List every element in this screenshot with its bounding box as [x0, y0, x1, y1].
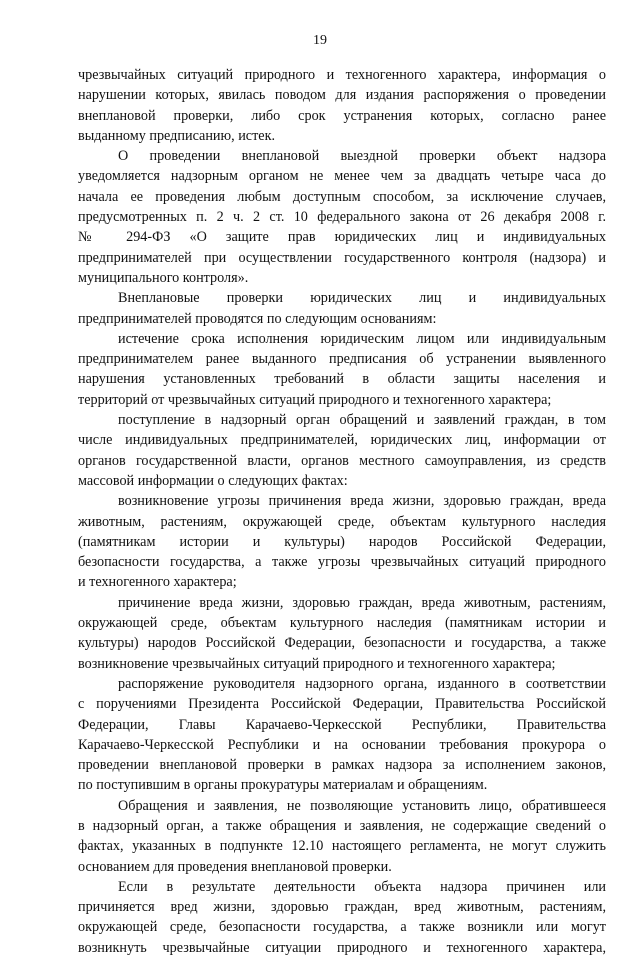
text-line: уведомляется надзорным органом не менее чем за двадцать четыре часа до	[78, 168, 606, 185]
text-line: причинение вреда жизни, здоровью граждан, вреда животным, растениям,	[118, 594, 606, 611]
text-line: Внеплановые проверки юридических лиц и индивидуальных	[118, 290, 606, 307]
text-line: фактах, указанных в подпункте 12.10 настоящего регламента, не могут служить	[78, 838, 606, 855]
text-line: чрезвычайных ситуаций природного и техногенного характера, информация о	[78, 67, 606, 83]
text-line: предпринимателей при осуществлении государственного контроля (надзора) и	[78, 249, 606, 266]
text-line: Если в результате деятельности объекта надзора причинен или	[118, 878, 606, 895]
text-line: в надзорный орган, а также обращения и заявления, не содержащие сведений о	[78, 817, 606, 834]
text-line: органов государственной власти, органов местного самоуправления, из средств	[78, 452, 606, 469]
text-line: числе индивидуальных предпринимателей, юридических лиц, информации от	[78, 432, 606, 449]
text-line: нарушении которых, явилась поводом для издания распоряжения о проведении	[78, 87, 606, 104]
text-line: возникнуть чрезвычайные ситуации природного и техногенного характера,	[78, 939, 606, 956]
text-line: выданному предписанию, истек.	[78, 127, 276, 144]
text-line: Обращения и заявления, не позволяющие установить лицо, обратившееся	[118, 797, 606, 814]
text-line: предпринимателем ранее выданного предписания об устранении выявленного	[78, 351, 606, 368]
text-line: по поступившим в органы прокуратуры материалам и обращениям.	[78, 777, 488, 794]
text-line: возникновение чрезвычайных ситуаций природного и техногенного характера;	[78, 655, 556, 672]
text-line: окружающей среде, объектам культурного наследия (памятникам истории и	[78, 615, 606, 632]
page-number: 19	[313, 33, 327, 48]
text-line: животным, растениям, окружающей среде, объектам культурного наследия	[78, 513, 606, 530]
text-line: начала ее проведения любым доступным способом, за исключение случаев,	[78, 188, 606, 205]
text-line: Федерации, Главы Карачаево-Черкесской Республики, Правительства	[78, 716, 606, 733]
text-line: предпринимателей проводятся по следующим основаниям:	[78, 310, 437, 327]
text-line: основанием для проведения внеплановой проверки.	[78, 858, 392, 875]
text-line: массовой информации о следующих фактах:	[78, 472, 348, 489]
text-line: с поручениями Президента Российской Федерации, Правительства Российской	[78, 696, 606, 713]
text-line: Карачаево-Черкесской Республики и на основании требования прокурора о	[78, 736, 606, 753]
text-line: и техногенного характера;	[78, 574, 237, 591]
text-line: муниципального контроля».	[78, 269, 249, 286]
text-line: нарушения установленных требований в области защиты населения и	[78, 371, 606, 388]
text-line: безопасности государства, а также угрозы чрезвычайных ситуаций природного	[78, 554, 606, 571]
text-line: возникновение угрозы причинения вреда жизни, здоровью граждан, вреда	[118, 493, 606, 510]
text-line: распоряжение руководителя надзорного органа, изданного в соответствии	[118, 675, 606, 692]
text-line: истечение срока исполнения юридическим лицом или индивидуальным	[118, 330, 606, 347]
body-text	[78, 65, 606, 958]
text-line: проведении внеплановой проверки в рамках надзора за исполнением законов,	[78, 757, 606, 774]
text-line: культуры) народов Российской Федерации, безопасности и государства, а также	[78, 635, 606, 652]
text-line: О проведении внеплановой выездной проверки объект надзора	[118, 148, 606, 165]
text-line: поступление в надзорный орган обращений и заявлений граждан, в том	[118, 412, 606, 429]
text-line: предусмотренных п. 2 ч. 2 ст. 10 федерального закона от 26 декабря 2008 г.	[78, 209, 606, 226]
text-line: территорий от чрезвычайных ситуаций природного и техногенного характера;	[78, 391, 552, 408]
text-line: (памятникам истории и культуры) народов Российской Федерации,	[78, 533, 606, 550]
text-line: окружающей среде, безопасности государства, а также возникли или могут	[78, 919, 606, 936]
text-line: причиняется вред жизни, здоровью граждан, вред животным, растениям,	[78, 899, 606, 916]
text-line: № 294-ФЗ «О защите прав юридических лиц и индивидуальных	[78, 229, 606, 246]
text-line: внеплановой проверки, либо срок устранения которых, согласно ранее	[78, 107, 606, 124]
